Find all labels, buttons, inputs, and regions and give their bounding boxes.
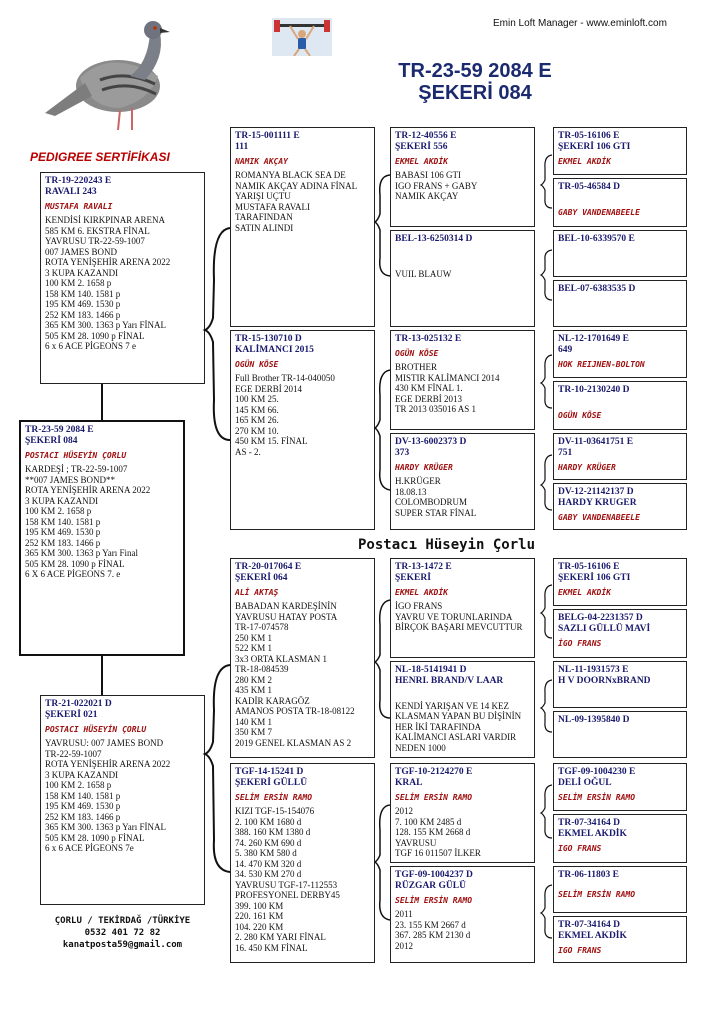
subject-owner: POSTACI HÜSEYİN ÇORLU: [25, 451, 127, 460]
gen2-owner: SELİM ERSİN RAMO: [235, 793, 313, 802]
gen4-owner: SELİM ERSİN RAMO: [558, 793, 636, 802]
gen3-box-7: [390, 763, 535, 863]
gen2-owner: NAMIK AKÇAY: [235, 157, 288, 166]
gen4-owner: EKMEL AKDİK: [558, 588, 611, 597]
gen3-owner: EKMEL AKDİK: [395, 157, 448, 166]
gen3-id: DV-13-6002373 D 373: [395, 437, 467, 458]
gen4-owner: EKMEL AKDİK: [558, 157, 611, 166]
gen2-notes: Full Brother TR-14-040050 EGE DERBİ 2014 100 KM 25. 145 KM 66. 165 KM 26. 270 KM 10. 450 KM 15. FİNAL AS - 2.: [235, 373, 335, 457]
gen4-box-10: [553, 609, 687, 658]
gen3-owner: EKMEL AKDİK: [395, 588, 448, 597]
gen4-box-11: [553, 661, 687, 708]
dam-id: TR-21-022021 D ŞEKERİ 021: [45, 699, 112, 720]
gen3-box-2: [390, 230, 535, 327]
gen3-id: TGF-10-2124270 E KRAL: [395, 767, 473, 788]
gen3-notes: VUIL BLAUW: [395, 269, 452, 279]
gen4-id: TR-06-11803 E: [558, 870, 619, 880]
gen4-box-16: [553, 916, 687, 963]
gen4-box-9: [553, 558, 687, 606]
gen4-box-15: [553, 866, 687, 913]
gen2-id: TR-15-130710 D KALİMANCI 2015: [235, 334, 314, 355]
gen4-owner: HARDY KRÜGER: [558, 463, 616, 472]
gen4-id: NL-09-1395840 D: [558, 715, 630, 725]
gen4-owner: IGO FRANS: [558, 844, 602, 853]
contact-email[interactable]: kanatposta59@gmail.com: [62, 940, 183, 950]
gen4-box-13: [553, 763, 687, 811]
gen3-owner: OGÜN KÖSE: [395, 349, 439, 358]
gen2-id: TR-15-001111 E 111: [235, 131, 300, 152]
dam-notes: YAVRUSU: 007 JAMES BOND TR-22-59-1007 ROTA YENİŞEHİR ARENA 2022 3 KUPA KAZANDI 100 KM 2. 1658 p 158 KM 140. 1581 p 195 KM 469. 1530 p 252 KM 183. 1466 p 365 KM 300. 1363 p Yarı FİNAL 505 KM 28. 1090 p FİNAL 6 x 6 ACE PİGEONS 7e: [45, 738, 171, 853]
breeder-name: Postacı Hüseyin Çorlu: [358, 537, 536, 553]
gen4-id: NL-11-1931573 E H V DOORNxBRAND: [558, 665, 651, 686]
gen4-id: TR-05-16106 E ŞEKERİ 106 GTI: [558, 562, 631, 583]
gen3-id: BEL-13-6250314 D: [395, 234, 473, 244]
gen4-id: BEL-10-6339570 E: [558, 234, 635, 244]
gen3-id: TR-13-025132 E: [395, 334, 462, 344]
subject-notes: KARDEŞİ ; TR-22-59-1007 **007 JAMES BOND** ROTA YENİŞEHİR ARENA 2022 3 KUPA KAZANDI 100 KM 2. 1658 p 158 KM 140. 1581 p 195 KM 469. 1530 p 252 KM 183. 1466 p 365 KM 300. 1363 p Yarı Final 505 KM 28. 1090 p FİNAL 6 X 6 ACE PİGEONS 7. e: [25, 464, 151, 579]
gen2-box-1: [230, 127, 375, 327]
gen3-notes: BABASI 106 GTI IGO FRANS + GABY NAMIK AKÇAY: [395, 170, 478, 201]
gen4-id: TR-07-34164 D EKMEL AKDİK: [558, 818, 627, 839]
gen3-notes: 2012 7. 100 KM 2485 d 128. 155 KM 2668 d YAVRUSU TGF 16 011507 İLKER: [395, 806, 481, 858]
gen4-id: BEL-07-6383535 D: [558, 284, 636, 294]
gen4-box-14: [553, 814, 687, 863]
gen4-id: BELG-04-2231357 D SAZLI GÜLLÜ MAVİ: [558, 613, 651, 634]
gen4-owner: OGÜN KÖSE: [558, 411, 602, 420]
gen4-id: TR-07-34164 D EKMEL AKDİK: [558, 920, 627, 941]
gen4-id: TR-10-2130240 D: [558, 385, 630, 395]
gen4-box-12: [553, 711, 687, 758]
gen3-notes: KENDİ YARIŞAN VE 14 KEZ KLASMAN YAPAN BU DİŞİNİN HER İKİ TARAFINDA KALİMANCI ASLARI VARDIR NEDEN 1000: [395, 700, 522, 753]
gen3-box-3: [390, 330, 535, 430]
gen2-id: TR-20-017064 E ŞEKERİ 064: [235, 562, 302, 583]
gen3-id: TR-12-40556 E ŞEKERİ 556: [395, 131, 457, 152]
gen3-notes: İGO FRANS YAVRU VE TORUNLARINDA BİRÇOK BAŞARI MEVCUTTUR: [395, 601, 523, 632]
gen3-id: TR-13-1472 E ŞEKERİ: [395, 562, 452, 583]
gen4-box-3: [553, 230, 687, 277]
gen4-box-6: [553, 381, 687, 430]
gen4-owner: SELİM ERSİN RAMO: [558, 890, 636, 899]
gen3-notes: BROTHER MISTIR KALİMANCI 2014 430 KM FİNAL 1. EGE DERBİ 2013 TR 2013 035016 AS 1: [395, 362, 500, 414]
sire-id: TR-19-220243 E RAVALI 243: [45, 176, 112, 197]
gen4-id: TR-05-16106 E ŞEKERİ 106 GTI: [558, 131, 631, 152]
gen2-box-3: [230, 558, 375, 758]
gen3-owner: SELİM ERSİN RAMO: [395, 896, 473, 905]
sire-notes: KENDİSİ KIRKPINAR ARENA 585 KM 6. EKSTRA FİNAL YAVRUSU TR-22-59-1007 007 JAMES BOND ROTA YENİŞEHİR ARENA 2022 3 KUPA KAZANDI 100 KM 2. 1658 p 158 KM 140. 1581 p 195 KM 469. 1530 p 252 KM 183. 1466 p 365 KM 300. 1363 p Yarı FİNAL 505 KM 28. 1090 p FİNAL 6 x 6 ACE PİGEONS 7 e: [45, 215, 171, 351]
gen2-owner: OGÜN KÖSE: [235, 360, 279, 369]
gen4-id: TGF-09-1004230 E DELİ OĞUL: [558, 767, 636, 788]
contact-phone: 0532 401 72 82: [84, 928, 161, 938]
gen4-box-5: [553, 330, 687, 378]
gen4-owner: İGO FRANS: [558, 639, 602, 648]
certificate-label: PEDIGREE SERTİFİKASI: [30, 150, 170, 164]
gen4-id: NL-12-1701649 E 649: [558, 334, 629, 355]
gen3-notes: 2011 23. 155 KM 2667 d 367. 285 KM 2130 d 2012: [395, 909, 471, 951]
gen3-box-6: [390, 661, 535, 758]
title-ring-number: TR-23-59 2084 E: [398, 60, 552, 82]
gen4-box-7: [553, 433, 687, 480]
gen4-box-2: [553, 178, 687, 227]
gen4-owner: IGO FRANS: [558, 946, 602, 955]
gen2-owner: ALİ AKTAŞ: [235, 588, 279, 597]
contact-address: ÇORLU / TEKİRDAĞ /TÜRKİYE: [54, 916, 191, 926]
title-pigeon-name: ŞEKERİ 084: [418, 82, 532, 104]
gen3-box-1: [390, 127, 535, 227]
gen2-box-2: [230, 330, 375, 530]
gen2-box-4: [230, 763, 375, 963]
gen3-notes: H.KRÜGER 18.08.13 COLOMBODRUM SUPER STAR FİNAL: [395, 476, 477, 518]
gen4-id: TR-05-46584 D: [558, 182, 621, 192]
gen4-owner: GABY VANDENABEELE: [558, 513, 640, 522]
contact-block: [40, 915, 205, 951]
gen2-notes: KIZI TGF-15-154076 2. 100 KM 1680 d 388. 160 KM 1380 d 74. 260 KM 690 d 5. 380 KM 580 d 14. 470 KM 320 d 34. 530 KM 270 d YAVRUSU TGF-17-112553 PROFESYONEL DERBY45 399. 100 KM 220. 161 KM 104. 220 KM 2. 280 KM YARI FİNAL 16. 450 KM FİNAL: [235, 806, 340, 953]
site-credit: Emin Loft Manager - www.eminloft.com: [493, 18, 667, 29]
gen2-notes: ROMANYA BLACK SEA DE NAMIK AKÇAY ADINA FİNAL YARIŞI UÇTU MUSTAFA RAVALI TARAFINDAN SATIN ALINDI: [235, 170, 358, 233]
gen3-owner: HARDY KRÜGER: [395, 463, 453, 472]
gen4-id: DV-11-03641751 E 751: [558, 437, 634, 458]
gen3-box-5: [390, 558, 535, 658]
gen4-id: DV-12-21142137 D HARDY KRUGER: [558, 487, 637, 508]
gen3-id: TGF-09-1004237 D RÜZGAR GÜLÜ: [395, 870, 473, 891]
subject-id: TR-23-59 2084 E ŞEKERİ 084: [25, 425, 94, 446]
gen4-box-4: [553, 280, 687, 327]
gen2-id: TGF-14-15241 D ŞEKERİ GÜLLÜ: [235, 767, 308, 788]
gen4-owner: HOK REIJNEN-BOLTON: [558, 360, 645, 369]
gen4-box-8: [553, 483, 687, 530]
gen3-id: NL-18-5141941 D HENRI. BRAND/V LAAR: [395, 665, 504, 686]
sire-owner: MUSTAFA RAVALI: [45, 202, 113, 211]
gen3-owner: SELİM ERSİN RAMO: [395, 793, 473, 802]
gen3-box-8: [390, 866, 535, 963]
gen2-notes: BABADAN KARDEŞİNİN YAVRUSU HATAY POSTA TR-17-074578 250 KM 1 522 KM 1 3x3 ORTA KLASMAN 1 TR-18-084539 280 KM 2 435 KM 1 KADİR KARAGÖZ AMANOS POSTA TR-18-08122 140 KM 1 350 KM 7 2019 GENEL KLASMAN AS 2: [235, 601, 355, 748]
gen4-box-1: [553, 127, 687, 175]
dam-owner: POSTACI HÜSEYİN ÇORLU: [45, 725, 147, 734]
gen3-box-4: [390, 433, 535, 530]
gen4-owner: GABY VANDENABEELE: [558, 208, 640, 217]
